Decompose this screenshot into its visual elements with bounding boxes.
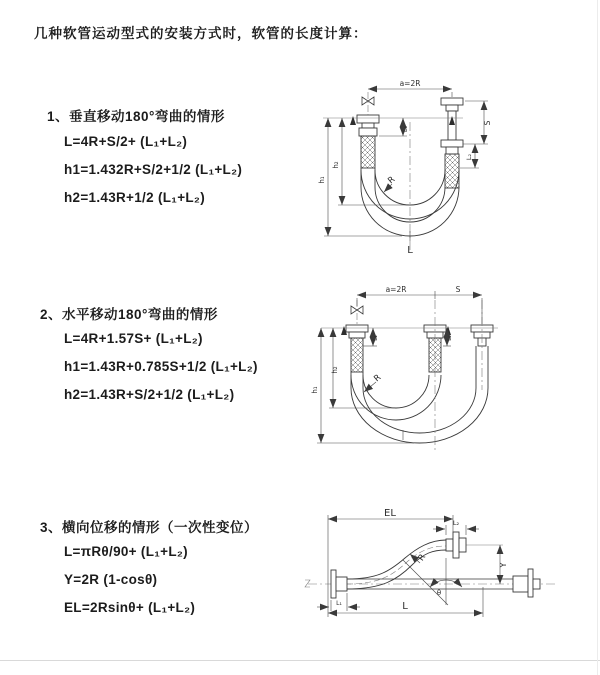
dim-label-h2: h₂	[332, 161, 340, 169]
dim-label-r: R	[372, 372, 384, 385]
dim-label-l: L	[402, 601, 408, 612]
dim-label-r: R	[386, 174, 398, 187]
dim-label-l1: L₁	[372, 335, 379, 341]
dimension-lines	[317, 515, 500, 617]
dim-label-theta: θ	[436, 589, 442, 597]
section1-formula-h2: h2=1.43R+1/2 (L₁+L₂)	[64, 190, 206, 205]
diagram-horizontal-180-bend	[308, 280, 600, 465]
section3-formula-Y: Y=2R (1-cosθ)	[64, 572, 158, 587]
section3-formula-L: L=πRθ/90+ (L₁+L₂)	[64, 544, 188, 559]
section2-formula-h1: h1=1.43R+0.785S+1/2 (L₁+L₂)	[64, 359, 258, 374]
section2-formula-h2: h2=1.43R+S/2+1/2 (L₁+L₂)	[64, 387, 235, 402]
page-bottom-rule	[0, 660, 600, 661]
dim-label-l: L	[407, 245, 413, 256]
braid-right	[445, 154, 459, 188]
dim-label-s: S	[455, 285, 461, 294]
dim-label-l2: L₂	[452, 519, 460, 527]
dimension-lines	[324, 89, 488, 241]
section3-formula-EL: EL=2Rsinθ+ (L₁+L₂)	[64, 600, 196, 615]
dim-label-a2r: a=2R	[399, 79, 421, 88]
section1-heading: 1、垂直移动180°弯曲的情形	[47, 109, 225, 124]
centerlines	[323, 92, 463, 250]
dim-label-a2r: a=2R	[385, 285, 407, 294]
page-title: 几种软管运动型式的安装方式时，软管的长度计算：	[34, 26, 368, 41]
dim-label-r: R	[416, 552, 429, 564]
section2-formula-L: L=4R+1.57S+ (L₁+L₂)	[64, 331, 203, 346]
braid-left	[361, 136, 375, 168]
hose-s-curve	[331, 532, 540, 598]
pipe-break-mark	[305, 580, 310, 587]
dim-label-el: EL	[384, 508, 396, 519]
diagram-lateral-displacement	[300, 495, 600, 650]
hose-u-shapes	[346, 325, 493, 443]
dim-label-y: Y	[499, 562, 508, 568]
page-right-edge	[597, 0, 598, 675]
dim-label-h1: h₁	[318, 176, 326, 184]
section3-heading: 3、横向位移的情形（一次性变位）	[40, 520, 259, 535]
diagram-vertical-180-bend	[310, 70, 600, 265]
section2-heading: 2、水平移动180°弯曲的情形	[40, 307, 218, 322]
dim-label-s: S	[483, 120, 492, 126]
centerlines	[321, 300, 498, 452]
section1-formula-h1: h1=1.432R+S/2+1/2 (L₁+L₂)	[64, 162, 243, 177]
dim-label-l2: L₂	[465, 153, 473, 161]
dim-label-l1: L₁	[336, 600, 342, 607]
dim-label-l2: L₂	[446, 335, 453, 341]
dim-label-h1: h₁	[311, 386, 319, 394]
dim-label-l1: L₁	[401, 125, 409, 133]
dim-label-h2: h₂	[331, 366, 339, 374]
section1-formula-L: L=4R+S/2+ (L₁+L₂)	[64, 134, 188, 149]
braid-left	[351, 338, 363, 372]
